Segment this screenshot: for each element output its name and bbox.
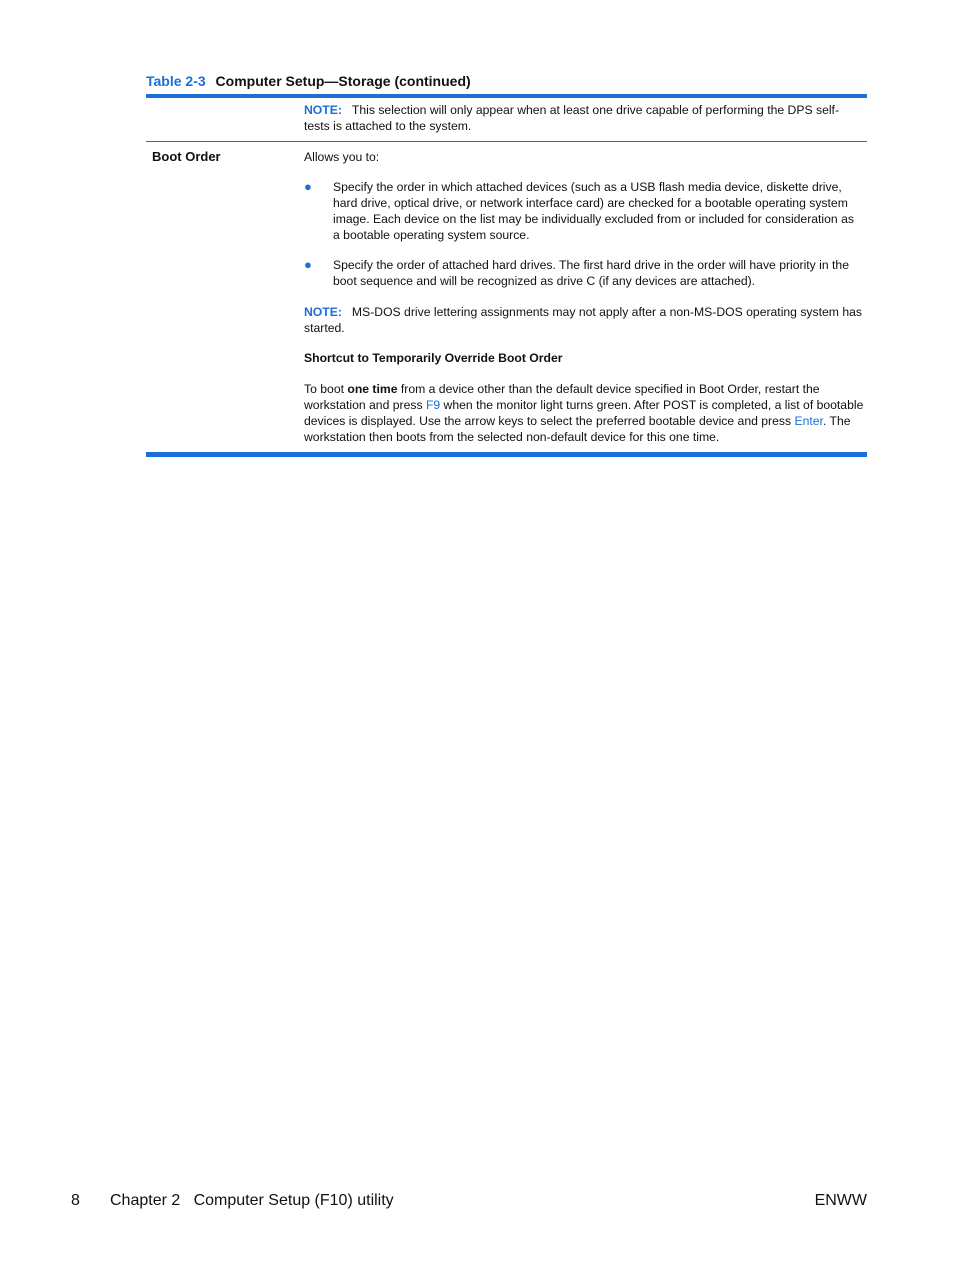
shortcut-paragraph xyxy=(304,381,864,445)
table-caption xyxy=(146,73,471,89)
table-top-rule xyxy=(146,94,867,98)
list-item-text: Specify the order in which attached devices (such as a USB flash media device, diskette drive, hard drive, optical drive, or network interface card) are checked for a bootable operating system image. Each device on the list may be individually excluded from or included for consideration as a bootable operating system source. xyxy=(333,180,854,242)
emphasis-text: one time xyxy=(347,382,398,396)
boot-order-note xyxy=(304,304,864,336)
boot-order-label: Boot Order xyxy=(152,149,221,164)
chapter-title: Chapter 2 Computer Setup (F10) utility xyxy=(110,1192,394,1209)
text-run: . The workstation then boots from the selected non-default device for this one time. xyxy=(304,414,851,444)
bullet-icon: ● xyxy=(304,179,312,194)
note-text: This selection will only appear when at least one drive capable of performing the DPS self-tests is attached to the system. xyxy=(304,103,839,133)
footer-right-label: ENWW xyxy=(814,1192,867,1209)
key-f9: F9 xyxy=(425,398,441,412)
key-enter: Enter xyxy=(794,414,823,428)
boot-order-intro: Allows you to: xyxy=(304,150,380,164)
note-label: NOTE: xyxy=(304,103,342,117)
note-label: NOTE: xyxy=(304,305,342,319)
table-caption-label: Table 2-3 xyxy=(146,73,206,89)
list-item-text: Specify the order of attached hard drives. The first hard drive in the order will have priority in the boot sequence and will be recognized as drive C (if any devices are attached). xyxy=(333,258,849,288)
text-run: To boot xyxy=(304,382,348,396)
row-divider xyxy=(146,141,867,142)
table-bottom-rule xyxy=(146,452,867,457)
shortcut-heading: Shortcut to Temporarily Override Boot Order xyxy=(304,351,563,365)
text-run: when the monitor light turns green. After POST is completed, a list of bootable devices is displayed. Use the arrow keys to select the preferred bootable device and press xyxy=(304,398,864,428)
table-caption-title: Computer Setup—Storage (continued) xyxy=(215,73,471,89)
page-number: 8 xyxy=(71,1192,80,1209)
note-text: MS-DOS drive lettering assignments may not apply after a non-MS-DOS operating system has started. xyxy=(304,305,862,335)
text-run: from a device other than the default device specified in Boot Order, restart the workstation and press xyxy=(304,382,820,412)
bullet-icon: ● xyxy=(304,257,312,272)
top-note xyxy=(304,102,864,134)
